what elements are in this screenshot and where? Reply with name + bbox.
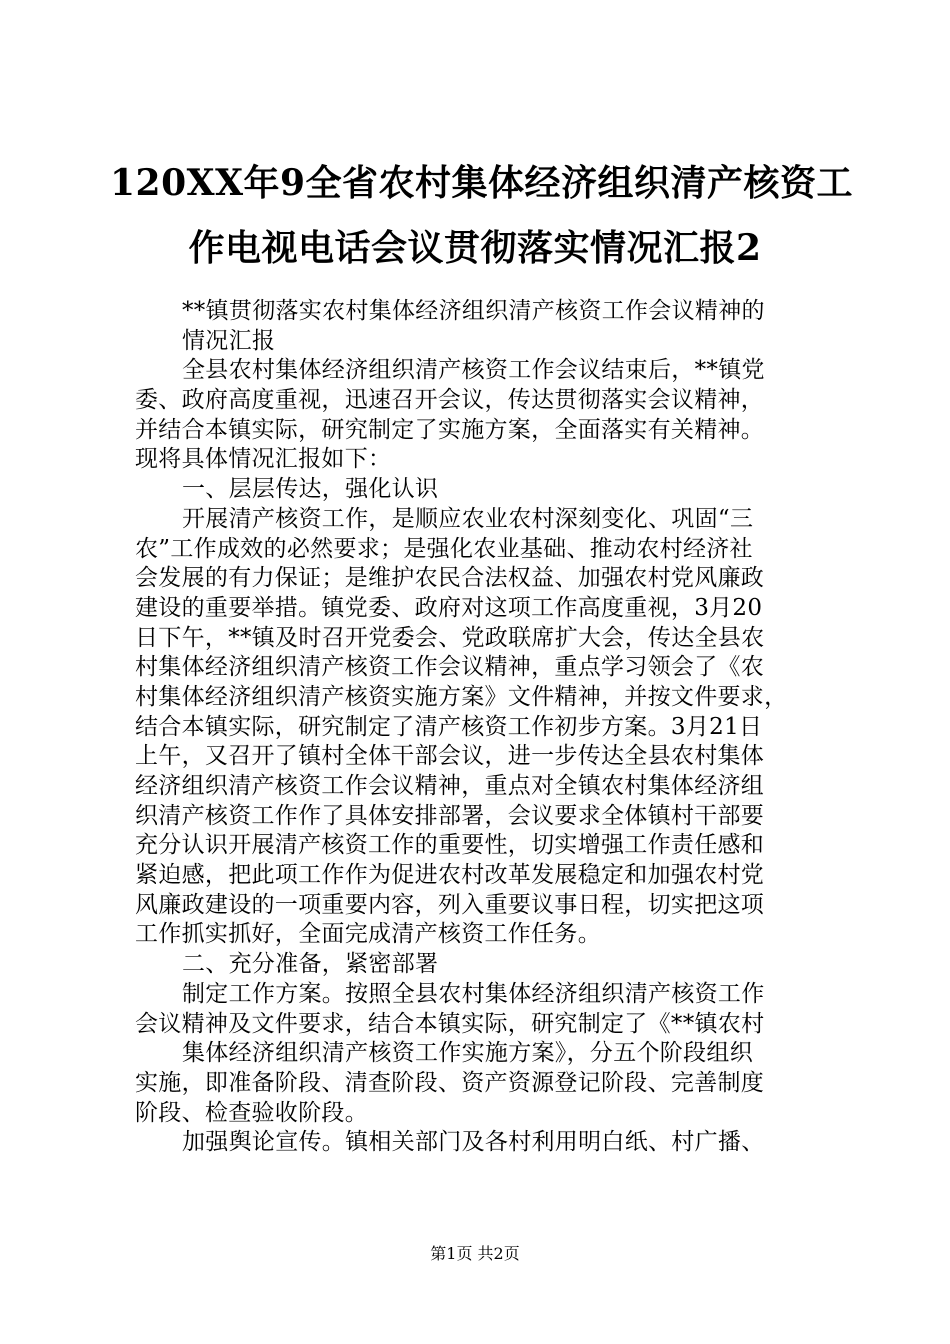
paragraph-line: 充分认识开展清产核资工作的重要性，切实增强工作责任感和 (135, 832, 765, 859)
paragraph-line: 阶段、检查验收阶段。 (135, 1099, 368, 1126)
document-title-line-2: 作电视电话会议贯彻落实情况汇报2 (188, 227, 762, 269)
paragraph-line: 紧迫感，把此项工作作为促进农村改革发展稳定和加强农村党 (135, 862, 765, 889)
paragraph-line: 工作抓实抓好，全面完成清产核资工作任务。 (135, 921, 601, 948)
paragraph-line: 现将具体情况汇报如下： (135, 446, 392, 473)
paragraph-line: 制定工作方案。按照全县农村集体经济组织清产核资工作 (182, 980, 765, 1007)
paragraph-line: 日下午，**镇及时召开党委会、党政联席扩大会，传达全县农 (135, 624, 765, 651)
section-heading: 一、层层传达，强化认识 (182, 476, 439, 503)
paragraph-line: 结合本镇实际，研究制定了清产核资工作初步方案。3月21日 (135, 713, 763, 740)
paragraph-line: 经济组织清产核资工作会议精神，重点对全镇农村集体经济组 (135, 773, 765, 799)
section-heading: 二、充分准备，紧密部署 (182, 951, 439, 978)
paragraph-line: 会发展的有力保证；是维护农民合法权益、加强农村党风廉政 (135, 565, 765, 592)
paragraph-line: 村集体经济组织清产核资实施方案》文件精神，并按文件要求， (135, 683, 788, 710)
subtitle-line: 情况汇报 (182, 327, 276, 354)
paragraph-line: 农”工作成效的必然要求；是强化农业基础、推动农村经济社 (135, 535, 753, 562)
paragraph-line: 全县农村集体经济组织清产核资工作会议结束后，**镇党 (182, 357, 765, 384)
paragraph-line: 风廉政建设的一项重要内容，列入重要议事日程，切实把这项 (135, 891, 765, 918)
document-body (135, 297, 835, 1158)
paragraph-line: 委、政府高度重视，迅速召开会议，传达贯彻落实会议精神， (135, 387, 765, 414)
paragraph-line: 并结合本镇实际，研究制定了实施方案，全面落实有关精神。 (135, 416, 765, 443)
document-title-line-1: 120XX年9全省农村集体经济组织清产核资工 (110, 162, 854, 204)
paragraph-line: 开展清产核资工作，是顺应农业农村深刻变化、巩固“三 (182, 505, 754, 532)
paragraph-line: 实施，即准备阶段、清查阶段、资产资源登记阶段、完善制度 (135, 1069, 765, 1096)
page-footer: 第1页 共2页 (430, 1244, 520, 1263)
paragraph-line: 建设的重要举措。镇党委、政府对这项工作高度重视，3月20 (135, 594, 763, 621)
paragraph-line: 村集体经济组织清产核资工作会议精神，重点学习领会了《农 (135, 654, 765, 681)
paragraph-line: 会议精神及文件要求，结合本镇实际，研究制定了《**镇农村 (135, 1010, 765, 1037)
paragraph-line: 上午，又召开了镇村全体干部会议，进一步传达全县农村集体 (135, 743, 765, 770)
paragraph-line: 加强舆论宣传。镇相关部门及各村利用明白纸、村广播、 (182, 1129, 765, 1156)
paragraph-line: 集体经济组织清产核资工作实施方案》，分五个阶段组织 (182, 1040, 753, 1067)
paragraph-line: 织清产核资工作作了具体安排部署，会议要求全体镇村干部要 (135, 802, 765, 829)
subtitle-line: **镇贯彻落实农村集体经济组织清产核资工作会议精神的 (182, 298, 765, 324)
